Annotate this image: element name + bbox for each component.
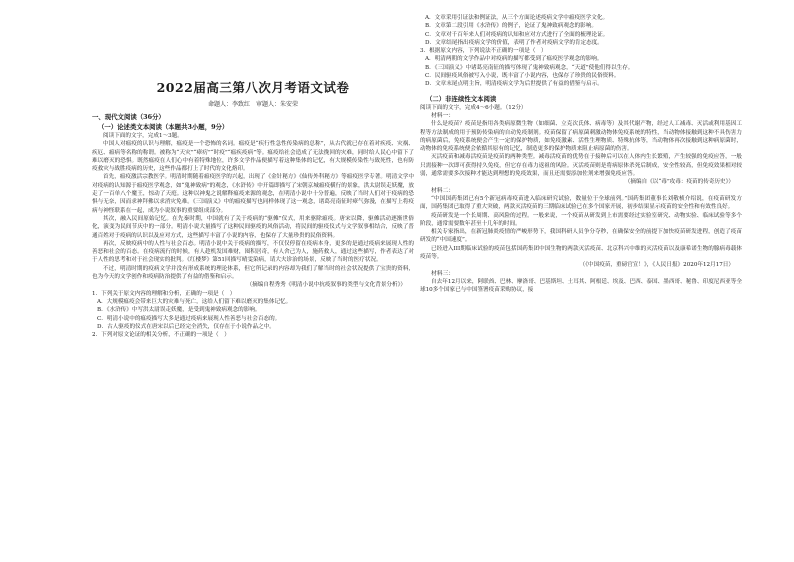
right-column: [420, 14, 742, 544]
option: B．《水浒传》中写洪太尉误走妖魔，是受到鬼神致病观念的影响。: [97, 307, 261, 314]
paragraph: 其次，融入民间原始记忆。在先秦时期，中国就有了关于疫病的“驱傩”仪式，用来驱除瘟疫。唐宋以降，驱傩活动逐渐世俗化，演变为民间节庆中的一部分。明清小说大量描写了这种民间驱疫的风俗活动，将民间的驱疫仪式与文学叙事相结合，反映了普通百姓对于疫病的认识以及应对方式，这些描写丰富了小说的内容，也保存了大量珍贵的民俗资料。: [92, 215, 414, 239]
paragraph: 已经进入III期临床试验的疫苗包括国药集团中国生物的两款灭活疫苗、北京科兴中维的灭活疫苗以及康希诺生物的腺病毒载体疫苗等。: [420, 245, 742, 261]
paragraph: 灭活疫苗和减毒活疫苗是疫苗的两种类型。减毒活疫苗的优势在于接种后可以在人体内生长繁殖，产生较强的免疫应答，一般只需接种一次即可获得持久免疫，但它存在毒力返祖的风险。灭活疫苗则是将病原体杀死后制成，安全性较高，但免疫效果相对较弱，通常需要多次接种才能达到理想的免疫效果，而且还需要添加佐剂来增强免疫应答。: [420, 154, 742, 178]
paragraph: 不过，明清时期的疫病文学并没有形成系统的理论体系，但它所记录的内容却为我们了解当时的社会状况提供了宝贵的资料，也为今天的文学创作和疫病防治提供了有益的借鉴和启示。: [92, 265, 414, 281]
option: A．大规模瘟疫会带来巨大的灾难与死亡，这给人们留下难以磨灭的集体记忆。: [97, 298, 292, 305]
option: C．文章对千百年来人们对疫病的认知和应对方式进行了全面的梳理论证。: [425, 31, 609, 38]
option: A．文章采用引证法和例证法，从三个方面论述疫病文学中瘟疫医学文化。: [425, 15, 609, 21]
citation: （摘编自程秀秀《明清小说中抗疫叙事的类型与文化背景分析》）: [246, 282, 406, 289]
option: B．《三国演义》中诸葛亮南征的描写体现了鬼神致病观念，“天道”使他们得以生存。: [425, 64, 634, 71]
exam-title: 2022届高三第八次月考语文试卷: [156, 80, 350, 95]
question-3: 3．根据原文内容，下列说法不正确的一项是（ ）: [420, 48, 547, 55]
subsection-heading: （一）论述类文本阅读（本题共3小题，9分）: [98, 123, 229, 131]
question-1: 1．下列关于原文内容的理解和分析，正确的一项是（ ）: [92, 290, 236, 297]
paragraph: 中国人对瘟疫的认识与理解，瘟疫是一个恐怖的名词。瘟疫是“疾行性急性传染病的总称”，从古代就已存在着对疾疫、灾祸、疾厄、瘟病等名称的称谓。被称为“天灾”“瘴疠”“时疫”“瘟疾疫病”等。瘟疫给社会造成了无法挽回的灾难，同时给人民心中留下了难以磨灭的恐惧。既然瘟疫在人们心中有着特殊地位，许多文学作品便描写着这种集体的记忆，有大规模传染性与致死性，也有防疫救灾与战胜疫病的历史，这些作品都打上了时代的文化烙印。: [92, 141, 414, 173]
paragraph: 首先，瘟疫激活宗教医学。明清时期随着瘟疫医学的兴起，出现了《金针秘方》《仙传外科秘方》等瘟疫医学专著。明清文学中对疫病的认知源于瘟疫医学观念，如“鬼神致病”的观念，《水浒传》中开篇即描写了宋朝京城瘟疫横行的景象，洪太尉误走妖魔，放走了一百单八个魔王，惊动了天庭。这种以神鬼之说解释瘟疫来源的观念，在明清小说中十分普遍，反映了当时人们对于疫病的恐惧与无奈，因而求神拜佛以求消灾免难。《三国演义》中的瘟疫描写也同样体现了这一观念，诸葛亮南征时瘴气弥漫，在描写上将疫病与神怪联系在一起，成为小说叙事的重要组成部分。: [92, 174, 414, 214]
citation: （摘编自《以“毒”攻毒：疫苗的传奇历史》）: [624, 179, 734, 186]
material-label: 材料三：: [431, 270, 455, 277]
left-column: [92, 20, 414, 550]
option: A．明清两朝的文学作品中对疫病的描写都受到了瘟疫医学观念的影响。: [425, 56, 603, 63]
subsection-heading: （二）非连续性文本阅读: [426, 94, 497, 103]
option: C．民间驱疫风俗被写入小说，既丰富了小说内容，也保存了珍贵的民俗资料。: [425, 73, 620, 80]
instruction: 阅读下面的文字，完成1～3题。: [103, 133, 183, 139]
paragraph: 相关专家指出，在新冠肺炎疫情的严峻形势下，我国科研人员争分夺秒，在确保安全的前提下加快疫苗研发进程，创造了疫苗研发的“中国速度”。: [420, 229, 742, 244]
paragraph: 疫苗研发是一个长周期、高风险的过程。一般来说，一个疫苗从研发到上市需要经过实验室研究、动物实验、临床试验等多个阶段，通常需要数年甚至十几年的时间。: [420, 212, 742, 227]
option: C．明清小说中的瘟疫描写大多是通过疫病来展现人性善恶与社会百态的。: [97, 315, 281, 322]
paragraph: 自去年12月以来，阿联酋、巴林、摩洛哥、巴基斯坦、土耳其、阿根廷、埃及、巴西、泰国、墨西哥、秘鲁、印度尼西亚等全球10多个国家已与中国签署疫苗采购协议，接: [420, 278, 742, 294]
citation: （《中国疫苗，重磅官宣！》，《人民日报》2020年12月17日）: [579, 262, 734, 269]
paragraph: 再次，反映疫病中的人性与社会百态。明清小说中关于疫病的描写，不仅仅停留在疫病本身，更多的是通过疫病来展现人性的善恶和社会的百态。在疫病流行的时候，有人趁机发国难财，囤积居奇，有人舍己为人，施药救人，通过这些描写，作者表达了对于人性的思考和对于社会现实的批判。《红楼梦》第51回描写晴雯染病，请大夫诊治的场景，反映了当时的医疗状况。: [92, 240, 414, 264]
instruction: 阅读下面的文字，完成4～6小题。（12分）: [420, 104, 527, 111]
question-2: 2．下列对原文论证的相关分析，不正确的一项是（ ）: [92, 332, 230, 339]
paragraph: “中国国药集团已有5个新冠病毒疫苗进入临床研究试验，数量位于全球前列。”国药集团董事长刘敬桢介绍说，在疫苗研发方面，国药集团已取得了重大突破，两款灭活疫苗的三期临床试验已在多个国家开展，初步结果显示疫苗的安全性和有效性良好。: [420, 195, 742, 211]
option: B．文章第二段引用《水浒传》的例子，论证了鬼神致病观念的影响。: [425, 23, 597, 30]
authors-line: 命题人：李致红 审题人：朱安荣: [207, 101, 298, 108]
material-label: 材料二：: [431, 187, 455, 194]
paragraph: 什么是疫苗？疫苗是指用各类病原微生物（如细菌、立克次氏体、病毒等）及其代谢产物，经过人工减毒、灭活或利用基因工程等方法制成的用于预防传染病的自动免疫制剂。疫苗保留了病原菌刺激动物体免疫系统的特性，当动物体接触到这种不具伤害力的病原菌后，免疫系统便会产生一定的保护物质，如免疫激素、活性生理物质、特殊抗体等，当动物体再次接触到这种病原菌时，动物体的免疫系统便会依循其原有的记忆，制造更多的保护物质来阻止病原菌的伤害。: [420, 121, 742, 153]
material-label: 材料一：: [431, 112, 455, 119]
option: D．文章末尾点明主旨，明清疫病文学为后世提供了有益的借鉴与启示。: [425, 81, 603, 88]
option: D．文章结尾指出疫病文学的价值，表明了作者对疫病文学的肯定态度。: [425, 39, 603, 46]
option: D．古人驱疫的仪式在唐宋以后已经完全消失，仅存在于小说作品之中。: [97, 323, 275, 330]
section-heading: 一、现代文阅读（36分）: [92, 113, 165, 121]
